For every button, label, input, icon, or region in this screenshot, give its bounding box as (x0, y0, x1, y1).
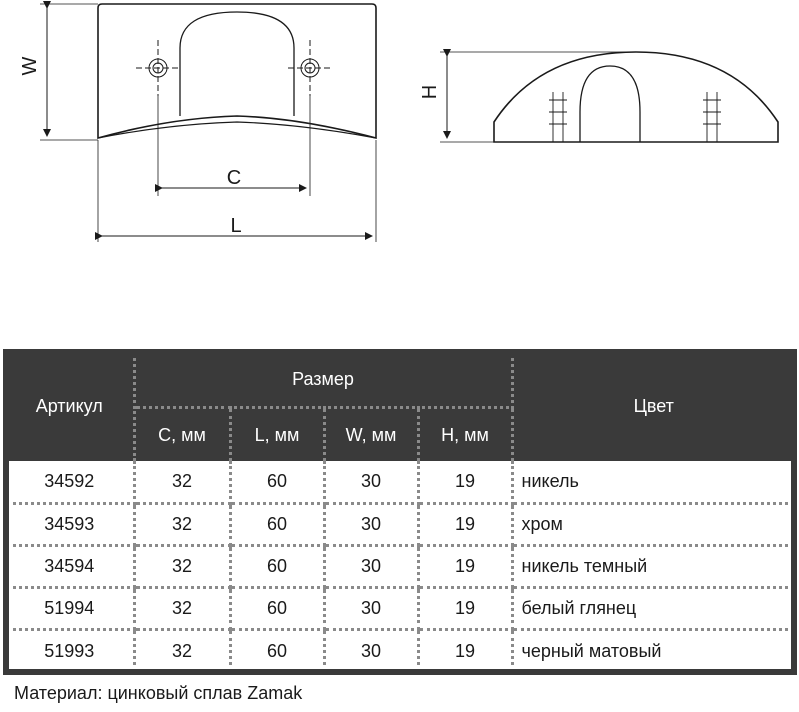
header-article: Артикул (6, 352, 134, 461)
spec-table-header (6, 352, 794, 461)
cell-color: никель (512, 461, 794, 503)
header-l: L, мм (230, 408, 324, 462)
cell-h: 19 (418, 461, 512, 503)
cell-color: хром (512, 503, 794, 545)
cell-w: 30 (324, 630, 418, 672)
top-view-lip (98, 122, 376, 138)
cell-w: 30 (324, 545, 418, 587)
cell-c: 32 (134, 588, 230, 630)
table-row (6, 545, 794, 587)
spec-table-body (6, 461, 794, 672)
top-view-outline (98, 4, 376, 138)
table-row (6, 461, 794, 503)
cell-l: 60 (230, 503, 324, 545)
dimension-c (162, 167, 306, 189)
cell-article: 51994 (6, 588, 134, 630)
dimension-h-label: H (419, 84, 441, 100)
cell-color: белый глянец (512, 588, 794, 630)
material-note: Материал: цинковый сплав Zamak (14, 683, 303, 703)
dimension-h (419, 56, 447, 138)
dimension-c-label: C (226, 167, 242, 189)
header-c: C, мм (134, 408, 230, 462)
cell-article: 34593 (6, 503, 134, 545)
cell-h: 19 (418, 630, 512, 672)
cell-h: 19 (418, 503, 512, 545)
table-row (6, 588, 794, 630)
cell-w: 30 (324, 588, 418, 630)
technical-drawing (0, 0, 799, 340)
cell-l: 60 (230, 545, 324, 587)
header-h: H, мм (418, 408, 512, 462)
table-row (6, 503, 794, 545)
cell-color: черный матовый (512, 630, 794, 672)
dimension-l-label: L (230, 215, 242, 237)
cell-h: 19 (418, 588, 512, 630)
screw-hole-left (136, 40, 180, 96)
dimension-w (19, 8, 47, 136)
cell-article: 51993 (6, 630, 134, 672)
cell-h: 19 (418, 545, 512, 587)
cell-c: 32 (134, 630, 230, 672)
side-view-arch (580, 66, 640, 142)
cell-article: 34592 (6, 461, 134, 503)
cell-w: 30 (324, 503, 418, 545)
header-w: W, мм (324, 408, 418, 462)
cell-c: 32 (134, 545, 230, 587)
cell-c: 32 (134, 503, 230, 545)
cell-l: 60 (230, 630, 324, 672)
dimension-l (102, 215, 372, 237)
side-view-screw-left (549, 92, 567, 142)
side-view-screw-right (703, 92, 721, 142)
side-view-outline (494, 52, 778, 142)
cell-color: никель темный (512, 545, 794, 587)
side-view (440, 52, 778, 142)
header-color: Цвет (512, 352, 794, 461)
cell-l: 60 (230, 588, 324, 630)
cell-article: 34594 (6, 545, 134, 587)
cell-c: 32 (134, 461, 230, 503)
spec-table (6, 352, 794, 672)
cell-l: 60 (230, 461, 324, 503)
cell-w: 30 (324, 461, 418, 503)
top-view-arch (180, 12, 294, 116)
table-row (6, 630, 794, 672)
dimension-w-label: W (19, 56, 41, 76)
header-size: Размер (134, 352, 512, 408)
top-view (40, 4, 376, 242)
